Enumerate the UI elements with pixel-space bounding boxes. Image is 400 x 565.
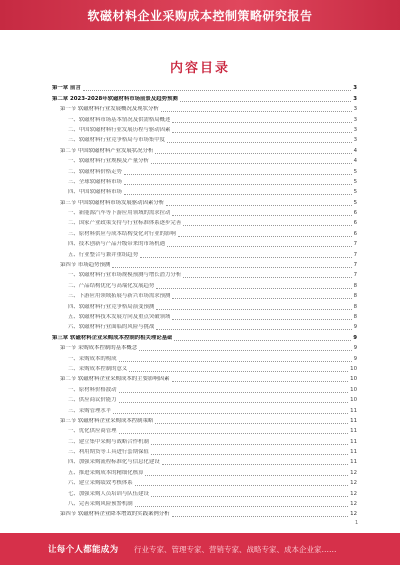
toc-entry-page: 3	[353, 137, 357, 144]
toc-leader-dots	[119, 433, 349, 434]
toc-entry-page: 5	[353, 168, 357, 175]
toc-leader-dots	[167, 142, 352, 143]
toc-leader-dots	[174, 340, 351, 341]
toc-entry-title: 一、软磁材料行业规模及产量分析	[68, 158, 149, 165]
footer-roles: 行业专家、管理专家、营销专家、战略专家、成本企业家……	[134, 545, 337, 554]
toc-entry-title: 一、软磁材料市场基本情况及供需格局概述	[68, 116, 171, 123]
toc-entry[interactable]	[52, 435, 357, 445]
toc-entry-page: 11	[350, 459, 357, 466]
toc-leader-dots	[139, 350, 351, 351]
toc-entry-title: 一、采购成本的构成	[68, 355, 117, 362]
toc-entry-title: 四、软磁材料行业竞争格局演变预测	[68, 303, 155, 310]
toc-leader-dots	[119, 361, 352, 362]
toc-entry[interactable]	[52, 134, 357, 144]
toc-entry[interactable]	[52, 373, 357, 383]
toc-entry[interactable]	[52, 446, 357, 456]
page-number: 1	[355, 520, 359, 526]
toc-entry[interactable]	[52, 290, 357, 300]
toc-leader-dots	[83, 90, 351, 91]
toc-entry[interactable]	[52, 477, 357, 487]
toc-entry-title: 四、技术创新与产品升级带来的市场机遇	[68, 241, 166, 248]
toc-entry-title: 四、加强采购流程标准化与信息化建设	[68, 459, 160, 466]
toc-entry[interactable]	[52, 103, 357, 113]
toc-entry-title: 二、中国软磁材料行业发展历程与驱动因素	[68, 126, 171, 133]
toc-leader-dots	[172, 319, 351, 320]
toc-entry-page: 9	[353, 324, 357, 331]
toc-entry-page: 5	[353, 199, 357, 206]
footer-banner	[0, 533, 400, 565]
toc-entry-page: 12	[350, 511, 357, 518]
toc-entry-page: 5	[353, 178, 357, 185]
toc-entry[interactable]	[52, 456, 357, 466]
toc-entry[interactable]	[52, 259, 357, 269]
toc-leader-dots	[119, 392, 349, 393]
toc-entry[interactable]	[52, 311, 357, 321]
toc-entry-page: 8	[353, 293, 357, 300]
toc-entry-title: 一、原材料价格波动	[68, 386, 117, 393]
toc-entry[interactable]	[52, 331, 357, 341]
toc-entry[interactable]	[52, 176, 357, 186]
toc-entry-title: 二、产品结构优化与高端化发展趋势	[68, 282, 155, 289]
toc-entry[interactable]	[52, 82, 357, 92]
toc-entry[interactable]	[52, 279, 357, 289]
toc-entry-title: 六、建立采购绩效考核体系	[68, 480, 133, 487]
toc-entry-title: 第二节 软磁材料企业采购成本的主要影响因素	[60, 376, 170, 383]
toc-leader-dots	[180, 101, 351, 102]
toc-entry-title: 第一节 软磁材料行业发展概况及现状分析	[60, 106, 159, 113]
toc-entry[interactable]	[52, 124, 357, 134]
toc-leader-dots	[178, 236, 352, 237]
toc-entry-title: 二、采购成本控制的意义	[68, 365, 128, 372]
toc-entry[interactable]	[52, 466, 357, 476]
toc-entry-title: 三、采购管理水平	[68, 407, 112, 414]
toc-entry-title: 五、行业整合与兼并重组趋势	[68, 251, 139, 258]
toc-entry-page: 7	[353, 272, 357, 279]
toc-entry-title: 第一节 采购成本控制的基本概念	[60, 345, 138, 352]
toc-leader-dots	[162, 464, 348, 465]
toc-entry-title: 第四节 市场趋势预测	[60, 262, 111, 269]
toc-entry-title: 一、软磁材料行业市场规模预测与增长潜力分析	[68, 272, 182, 279]
toc-entry[interactable]	[52, 498, 357, 508]
toc-entry-title: 二、软磁材料价格走势	[68, 168, 122, 175]
toc-leader-dots	[172, 381, 349, 382]
toc-entry-title: 第四节 软磁材料企业降本增效的实践案例分析	[60, 511, 170, 518]
toc-entry-page: 6	[353, 230, 357, 237]
toc-entry-page: 3	[353, 95, 357, 102]
toc-entry[interactable]	[52, 113, 357, 123]
toc-entry[interactable]	[52, 207, 357, 217]
toc-entry-page: 8	[353, 303, 357, 310]
toc-entry-page: 3	[353, 85, 357, 92]
toc-entry[interactable]	[52, 321, 357, 331]
toc-entry-title: 四、中国软磁材料市场	[68, 189, 122, 196]
toc-entry-page: 9	[353, 345, 357, 352]
toc-leader-dots	[124, 174, 352, 175]
toc-entry-title: 二、国家产业政策支持与行业标准体系逐步完善	[68, 220, 182, 227]
toc-entry-page: 3	[353, 116, 357, 123]
toc-entry-title: 五、推进采购成本的精细化核算	[68, 469, 144, 476]
toc-leader-dots	[161, 111, 352, 112]
toc-leader-dots	[155, 423, 348, 424]
header-banner	[0, 0, 400, 30]
toc-entry-title: 八、完善采购风险预警机制	[68, 501, 133, 508]
toc-leader-dots	[119, 402, 349, 403]
toc-entry-page: 4	[353, 158, 357, 165]
toc-leader-dots	[156, 329, 351, 330]
toc-leader-dots	[135, 485, 348, 486]
toc-entry-page: 11	[350, 428, 357, 435]
toc-entry-title: 第一章 前言	[52, 85, 81, 92]
toc-entry[interactable]	[52, 227, 357, 237]
toc-entry[interactable]	[52, 394, 357, 404]
toc-entry-page: 8	[353, 282, 357, 289]
toc-leader-dots	[151, 454, 348, 455]
toc-entry[interactable]	[52, 363, 357, 373]
toc-leader-dots	[124, 184, 352, 185]
toc-entry-title: 三、原材料供应与成本结构变化对行业的影响	[68, 230, 176, 237]
toc-leader-dots	[129, 371, 348, 372]
toc-entry-page: 12	[350, 480, 357, 487]
toc-entry[interactable]	[52, 487, 357, 497]
toc-entry[interactable]	[52, 144, 357, 154]
toc-leader-dots	[172, 298, 351, 299]
toc-entry-page: 3	[353, 106, 357, 113]
toc-entry-title: 三、全球软磁材料市场	[68, 178, 122, 185]
toc-entry-page: 8	[353, 313, 357, 320]
report-title: 软磁材料企业采购成本控制策略研究报告	[87, 9, 313, 23]
toc-entry-title: 一、新能源汽车等下游应用领域的需求拉动	[68, 210, 171, 217]
toc-entry-page: 11	[350, 438, 357, 445]
toc-leader-dots	[151, 496, 348, 497]
toc-leader-dots	[156, 309, 351, 310]
toc-entry-title: 三、软磁材料行业竞争格局与市场集中度	[68, 137, 166, 144]
toc-entry-page: 10	[350, 376, 357, 383]
toc-leader-dots	[135, 506, 348, 507]
toc-leader-dots	[140, 257, 351, 258]
toc-entry-page: 9	[353, 355, 357, 362]
toc-entry-page: 3	[353, 126, 357, 133]
toc-entry-title: 二、建立集中采购与战略合作机制	[68, 438, 149, 445]
toc-entry[interactable]	[52, 415, 357, 425]
toc-entry-title: 三、利用期货等工具进行套期保值	[68, 449, 149, 456]
toc-entry-page: 7	[353, 241, 357, 248]
toc-entry-title: 六、软磁材料行业面临的风险与挑战	[68, 324, 155, 331]
toc-entry-title: 第三节 中国软磁材料市场发展驱动因素分析	[60, 199, 165, 206]
toc-entry[interactable]	[52, 508, 357, 518]
toc-entry[interactable]	[52, 238, 357, 248]
toc-leader-dots	[156, 288, 351, 289]
toc-entry[interactable]	[52, 155, 357, 165]
toc-leader-dots	[112, 267, 351, 268]
toc-entry-page: 11	[350, 417, 357, 424]
toc-entry-title: 七、加强采购人员培训与队伍建设	[68, 490, 149, 497]
toc-leader-dots	[172, 516, 349, 517]
toc-entry-page: 7	[353, 251, 357, 258]
toc-entry-title: 三、下游应用领域拓展与新兴市场需求预测	[68, 293, 171, 300]
toc-heading: 内容目录	[169, 61, 230, 76]
toc-entry-page: 12	[350, 469, 357, 476]
toc-leader-dots	[183, 225, 351, 226]
toc-entry-page: 6	[353, 210, 357, 217]
toc-entry[interactable]	[52, 196, 357, 206]
toc-entry-page: 10	[350, 386, 357, 393]
toc-entry[interactable]	[52, 165, 357, 175]
toc-entry-page: 11	[350, 449, 357, 456]
toc-leader-dots	[166, 205, 351, 206]
toc-entry[interactable]	[52, 425, 357, 435]
toc-leader-dots	[183, 277, 351, 278]
toc-leader-dots	[145, 475, 348, 476]
toc-entry[interactable]	[52, 352, 357, 362]
toc-entry[interactable]	[52, 300, 357, 310]
toc-entry-title: 一、优化供应商管理	[68, 428, 117, 435]
toc-entry-title: 五、软磁材料技术发展方向及重点突破领域	[68, 313, 171, 320]
toc-entry[interactable]	[52, 186, 357, 196]
toc-leader-dots	[124, 194, 352, 195]
toc-entry[interactable]	[52, 217, 357, 227]
toc-entry-title: 第二章 2023-2028年软磁材料市场前景及趋势预测	[52, 95, 178, 102]
toc-entry[interactable]	[52, 269, 357, 279]
toc-leader-dots	[151, 163, 352, 164]
toc-entry[interactable]	[52, 342, 357, 352]
toc-leader-dots	[167, 246, 352, 247]
toc-entry-page: 7	[353, 262, 357, 269]
toc-leader-dots	[172, 132, 351, 133]
toc-entry-title: 第三节 软磁材料企业采购成本控制策略	[60, 417, 154, 424]
toc-entry-title: 第二节 中国软磁材料产业发展状况分析	[60, 147, 154, 154]
toc-entry-page: 10	[350, 397, 357, 404]
toc-entry-page: 11	[350, 407, 357, 414]
toc-leader-dots	[155, 153, 351, 154]
toc-entry-page: 5	[353, 189, 357, 196]
toc-entry-page: 6	[353, 220, 357, 227]
toc-entry-page: 12	[350, 501, 357, 508]
toc-leader-dots	[113, 413, 348, 414]
toc-leader-dots	[172, 215, 351, 216]
toc-entry-page: 4	[353, 147, 357, 154]
toc-entry-page: 10	[350, 365, 357, 372]
toc-leader-dots	[151, 444, 348, 445]
toc-entry-page: 9	[353, 334, 357, 341]
toc-entry-page: 12	[350, 490, 357, 497]
table-of-contents	[52, 82, 357, 518]
toc-entry-title: 二、供应商议价能力	[68, 397, 117, 404]
toc-leader-dots	[172, 122, 351, 123]
toc-entry[interactable]	[52, 248, 357, 258]
footer-slogan: 让每个人都能成为	[48, 545, 119, 555]
toc-entry[interactable]	[52, 404, 357, 414]
toc-entry[interactable]	[52, 92, 357, 102]
toc-entry[interactable]	[52, 383, 357, 393]
toc-entry-title: 第三章 软磁材料企业采购成本控制的相关理论基础	[52, 334, 173, 341]
